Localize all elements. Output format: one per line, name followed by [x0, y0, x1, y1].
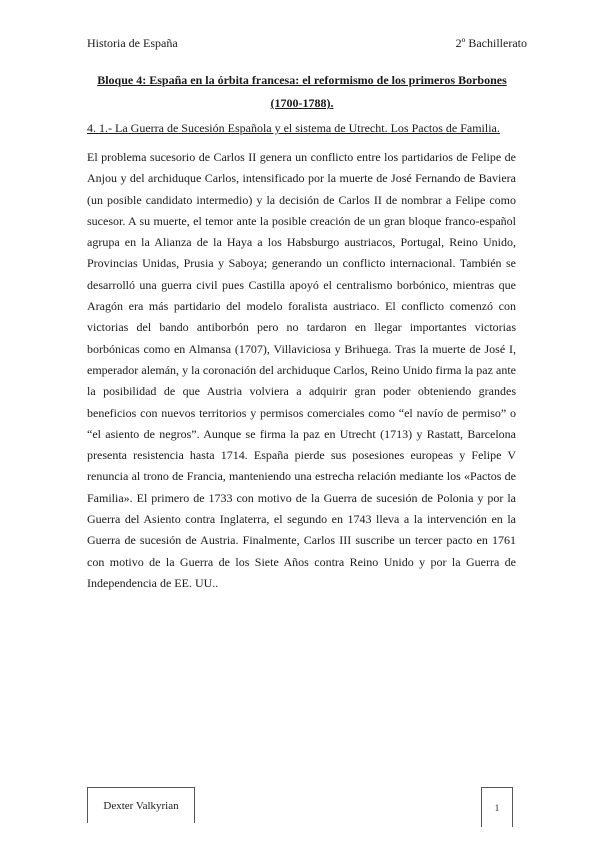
footer-page-box [481, 787, 513, 827]
footer-author-box [87, 787, 195, 823]
section-subtitle: 4. 1.- La Guerra de Sucesión Española y el sistema de Utrecht. Los Pactos de Familia. [87, 121, 500, 135]
body-paragraph: El problema sucesorio de Carlos II genera un conflicto entre los partidarios de Felipe de Anjou y del archiduque Carlos, intensificado por la muerte de José Fernando de Baviera (un posible candidato intermedio) y la decisión de Carlos II de nombrar a Felipe como sucesor. A su muerte, el temor ante la posible creación de un gran bloque franco-español agrupa en la Alianza de la Haya a los Habsburgo austriacos, Portugal, Reino Unido, Provincias Unidas, Prusia y Saboya; generando un conflicto internacional. También se desarrolló una guerra civil pues Castilla apoyó el centralismo borbónico, mientras que Aragón era más partidario del modelo foralista austriaco. El conflicto comenzó con victorias del bando antiborbón pero no tardaron en llegar importantes victorias borbónicas como en Almansa (1707), Villaviciosa y Brihuega. Tras la muerte de José I, emperador alemán, y la coronación del archiduque Carlos, Reino Unido firma la paz ante la posibilidad de que Austria volviera a adquirir gran poder obteniendo grandes beneficios con nuevos territorios y permisos comerciales como “el navío de permiso” o “el asiento de negros”. Aunque se firma la paz en Utrecht (1713) y Rastatt, Barcelona presenta resistencia hasta 1714. España pierde sus posesiones europeas y Felipe V renuncia al trono de Francia, manteniendo una estrecha relación mediante los «Pactos de Familia». El primero de 1733 con motivo de la Guerra de sucesión de Polonia y por la Guerra del Asiento contra Inglaterra, el segundo en 1743 lleva a la intervención en la Guerra de sucesión de Austria. Finalmente, Carlos III suscribe un tercer pacto en 1761 con motivo de la Guerra de los Siete Años contra Reino Unido y por la Guerra de Independencia de EE. UU.. [87, 150, 516, 590]
page-title [84, 69, 520, 115]
footer-author: Dexter Valkyrian [103, 799, 179, 812]
title-line-1: Bloque 4: España en la órbita francesa: el reformismo de los primeros Borbones [97, 73, 507, 87]
page-number: 1 [494, 802, 500, 813]
header-course: 2º Bachillerato [455, 36, 527, 50]
title-line-2: (1700-1788). [270, 96, 334, 110]
header-subject: Historia de España [87, 36, 178, 50]
